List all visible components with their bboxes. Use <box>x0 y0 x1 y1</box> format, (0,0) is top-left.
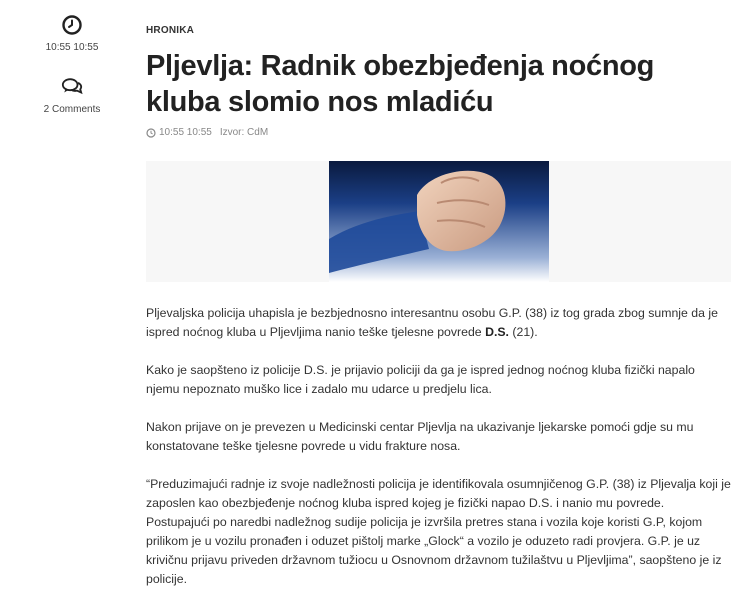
paragraph-1-bold: D.S. <box>485 325 509 339</box>
meta-clock-icon <box>146 128 156 138</box>
fist-illustration <box>329 161 549 282</box>
comments-count[interactable]: 2 Comments <box>43 104 101 115</box>
paragraph-1-text: Pljevaljska policija uhapisla je bezbjednosno interesantnu osobu G.P. (38) iz tog grada zbog sumnje da je ispred noćnog kluba u Pljevljima nanio teške tjelesne povrede <box>146 306 718 339</box>
article-sidebar <box>22 14 122 116</box>
time-block <box>22 14 122 54</box>
paragraph-2: Kako je saopšteno iz policije D.S. je prijavio policiji da ga je ispred jednog noćnog kluba fizički napalo njemu nepoznato muško lice i zadalo mu udarce u predjelu lica. <box>146 363 695 396</box>
paragraph-1-end: (21). <box>508 325 538 339</box>
sidebar-time: 10:55 10:55 <box>45 42 99 53</box>
paragraph-4: “Preduzimajući radnje iz svoje nadležnosti policija je identifikovala osumnjičenog G.P. (38) iz Pljevalja koji je zaposlen kao obezbjeđenje noćnog kluba ispred kojeg je fizički napao D.S. i nanio mu povrede. Postupajući po naredbi nadležnog sudije policija je izvršila pretres stana i vozila koje koristi G.P, kojom prilikom je u vozilu pronađen i oduzet pištolj marke „Glock“ a vozilo je oduzeto radi provjera. G.P. je uz krivičnu prijavu priveden državnom tužiocu u Osnovnom državnom tužilaštvu u Pljevljima”, saopšteno je iz policije. <box>146 477 731 586</box>
article-body <box>146 304 731 608</box>
article-meta <box>146 127 268 138</box>
article-title: Pljevlja: Radnik obezbjeđenja noćnog kluba slomio nos mladiću <box>146 50 655 118</box>
meta-source: Izvor: CdM <box>219 127 269 138</box>
paragraph-3: Nakon prijave on je prevezen u Medicinski centar Pljevlja na ukazivanje ljekarske pomoći gdje su mu konstatovane teške tjelesne povrede u vidu frakture nosa. <box>146 420 694 453</box>
category-label[interactable]: HRONIKA <box>146 25 195 36</box>
comments-icon <box>61 76 83 98</box>
article-image <box>146 161 731 282</box>
fist-photo <box>329 161 549 282</box>
comments-link[interactable] <box>22 76 122 116</box>
meta-time: 10:55 10:55 <box>159 127 212 138</box>
paragraph-1 <box>146 304 731 342</box>
clock-icon <box>61 14 83 36</box>
